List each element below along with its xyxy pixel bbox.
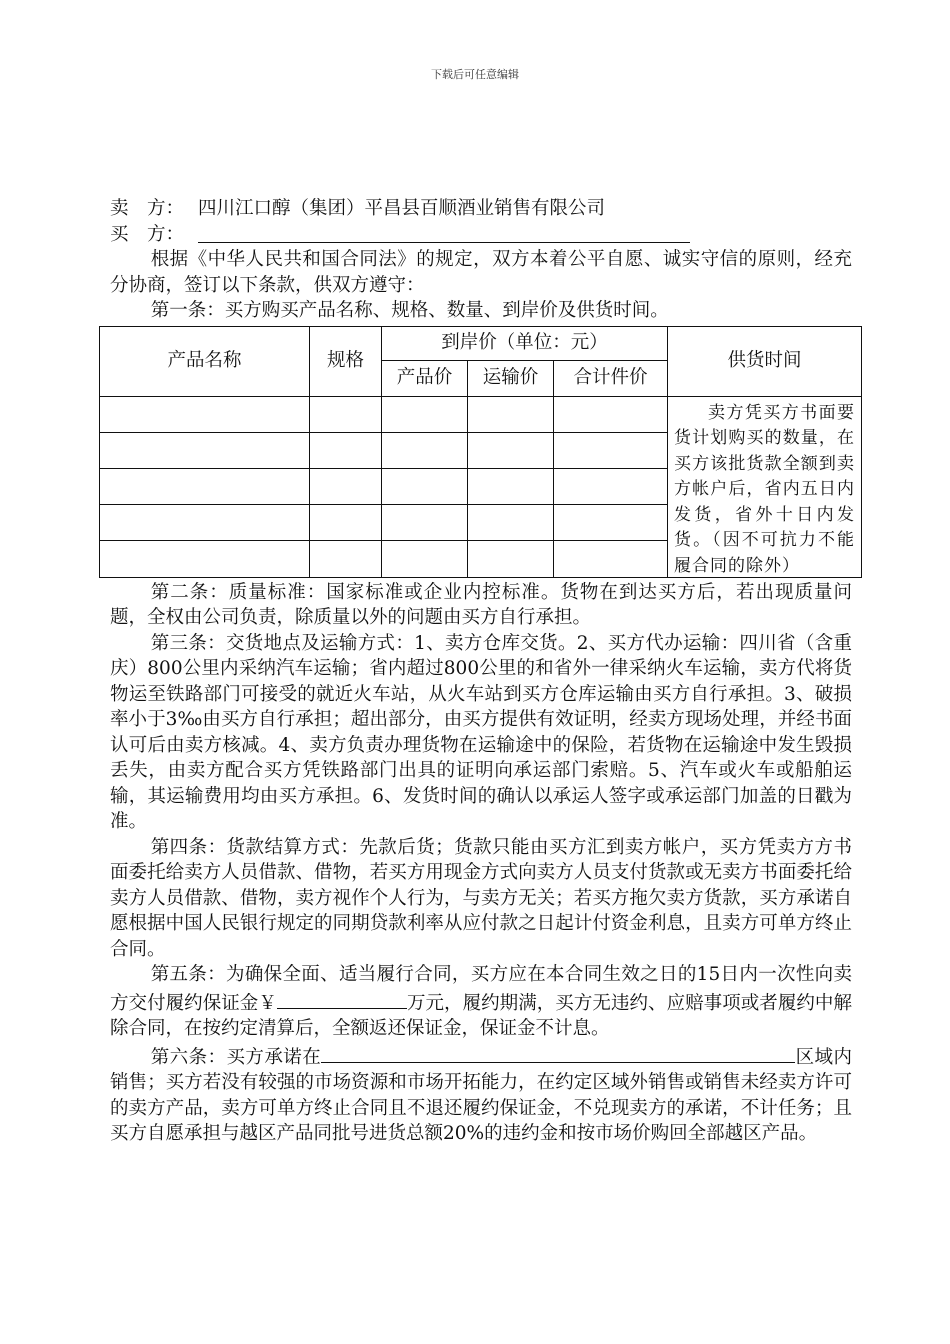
cell-spec[interactable] bbox=[310, 468, 382, 504]
cell-total[interactable] bbox=[554, 505, 668, 541]
clause-5 bbox=[110, 962, 852, 1042]
th-freight: 运输价 bbox=[468, 360, 554, 396]
th-product-name: 产品名称 bbox=[100, 326, 310, 396]
cell-total[interactable] bbox=[554, 432, 668, 468]
cell-unit-price[interactable] bbox=[382, 505, 468, 541]
cell-unit-price[interactable] bbox=[382, 396, 468, 432]
cell-freight[interactable] bbox=[468, 432, 554, 468]
cell-unit-price[interactable] bbox=[382, 541, 468, 577]
clause-5-part1: 第五条：为确保全面、适当履行合同，买方应在本合同生效之日的15日内一次性向卖方交付履约保证金￥ bbox=[110, 964, 852, 1014]
seller-label: 卖 方： bbox=[110, 198, 185, 219]
buyer-label: 买 方： bbox=[110, 223, 185, 245]
cell-product[interactable] bbox=[100, 396, 310, 432]
cell-spec[interactable] bbox=[310, 396, 382, 432]
buyer-line bbox=[110, 222, 852, 248]
seller-name: 四川江口醇（集团）平昌县百顺酒业销售有限公司 bbox=[198, 198, 606, 219]
cell-product[interactable] bbox=[100, 541, 310, 577]
th-total-price: 合计件价 bbox=[554, 360, 668, 396]
cell-unit-price[interactable] bbox=[382, 432, 468, 468]
clause-6-part1: 第六条：买方承诺在 bbox=[150, 1046, 322, 1068]
cell-freight[interactable] bbox=[468, 505, 554, 541]
clause-5-part2: 万元，履约期满，买方无违约、应赔事项或者履约中解除合同，在按约定清算后，全额返还保证金，保证金不计息。 bbox=[110, 992, 852, 1039]
th-spec: 规格 bbox=[310, 326, 382, 396]
cell-freight[interactable] bbox=[468, 396, 554, 432]
cell-unit-price[interactable] bbox=[382, 468, 468, 504]
clause-1: 第一条：买方购买产品名称、规格、数量、到岸价及供货时间。 bbox=[150, 300, 669, 321]
table-row bbox=[100, 396, 862, 432]
buyer-name-blank[interactable] bbox=[198, 222, 690, 243]
deposit-amount-blank[interactable] bbox=[277, 988, 407, 1009]
sales-region-blank[interactable] bbox=[321, 1042, 795, 1063]
delivery-terms-cell bbox=[668, 396, 862, 577]
intro-paragraph: 根据《中华人民共和国合同法》的规定，双方本着公平自愿、诚实守信的原则，经充分协商，签订以下条款，供双方遵守： bbox=[110, 249, 852, 296]
cell-spec[interactable] bbox=[310, 432, 382, 468]
cell-freight[interactable] bbox=[468, 468, 554, 504]
clause-6 bbox=[110, 1042, 852, 1147]
clause-2: 第二条：质量标准：国家标准或企业内控标准。货物在到达买方后，若出现质量问题，全权由公司负责，除质量以外的问题由买方自行承担。 bbox=[110, 581, 852, 628]
contract-body bbox=[110, 196, 856, 1147]
cell-freight[interactable] bbox=[468, 541, 554, 577]
header-note: 下载后可任意编辑 bbox=[431, 68, 519, 81]
cell-total[interactable] bbox=[554, 468, 668, 504]
seller-line bbox=[110, 196, 852, 222]
th-landed-price: 到岸价（单位：元） bbox=[382, 326, 668, 360]
cell-product[interactable] bbox=[100, 468, 310, 504]
clause-4: 第四条：货款结算方式：先款后货；货款只能由买方汇到卖方帐户，买方凭卖方方书面委托给卖方人员借款、借物，若买方用现金方式向卖方人员支付货款或无卖方书面委托给卖方人员借款、借物，卖方视作个人行为，与卖方无关；若买方拖欠卖方货款，买方承诺自愿根据中国人民银行规定的同期贷款利率从应付款之日起计付资金利息，且卖方可单方终止合同。 bbox=[110, 836, 852, 960]
clause-3: 第三条：交货地点及运输方式：1、卖方仓库交货。2、买方代办运输：四川省（含重庆）800公里内采纳汽车运输；省内超过800公里的和省外一律采纳火车运输，卖方代将货物运至铁路部门可接受的就近火车站，从火车站到买方仓库运输由买方自行承担。3、破损率小于3‰由买方自行承担；超出部分，由买方提供有效证明，经卖方现场处理，并经书面认可后由卖方核减。4、卖方负责办理货物在运输途中的保险，若货物在运输途中发生毁损丢失，由卖方配合买方凭铁路部门出具的证明向承运部门索赔。5、汽车或火车或船舶运输，其运输费用均由买方承担。6、发货时间的确认以承运人签字或承运部门加盖的日戳为准。 bbox=[110, 632, 852, 832]
cell-spec[interactable] bbox=[310, 541, 382, 577]
clause-6-part2: 区域内销售；买方若没有较强的市场资源和市场开拓能力，在约定区域外销售或销售未经卖方许可的卖方产品，卖方可单方终止合同且不退还履约保证金，不兑现卖方的承诺，不计任务；且买方自愿承担与越区产品同批号进货总额20%的违约金和按市场价购回全部越区产品。 bbox=[110, 1046, 852, 1144]
delivery-terms-text: 卖方凭买方书面要货计划购买的数量，在买方该批货款全额到卖方帐户后，省内五日内发货，省外十日内发货。（因不可抗力不能履合同的除外） bbox=[674, 402, 856, 576]
cell-total[interactable] bbox=[554, 396, 668, 432]
cell-product[interactable] bbox=[100, 505, 310, 541]
th-delivery-time: 供货时间 bbox=[668, 326, 862, 396]
cell-total[interactable] bbox=[554, 541, 668, 577]
cell-spec[interactable] bbox=[310, 505, 382, 541]
goods-table bbox=[99, 326, 862, 578]
cell-product[interactable] bbox=[100, 432, 310, 468]
th-unit-price: 产品价 bbox=[382, 360, 468, 396]
